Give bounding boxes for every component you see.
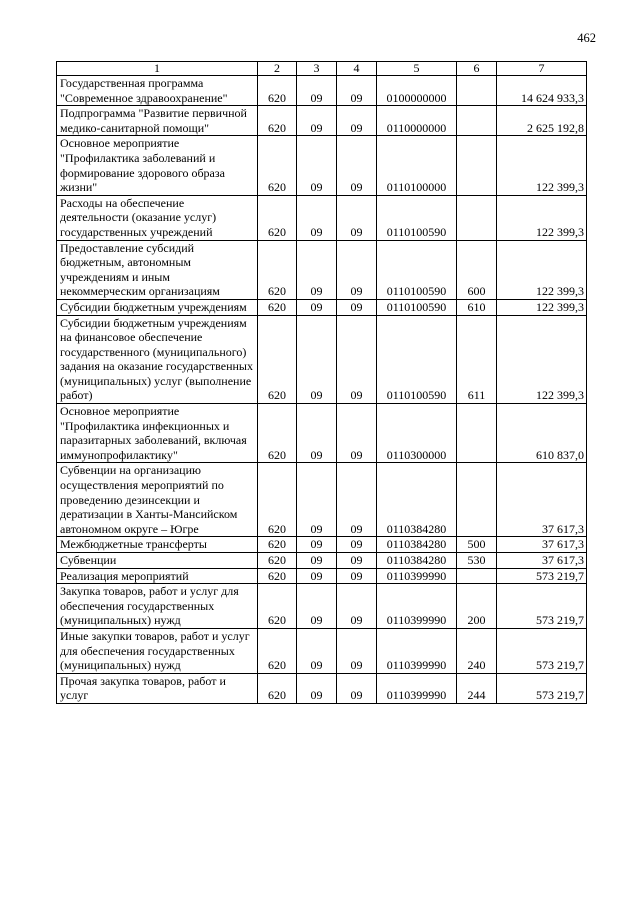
row-code-4: 09 — [337, 553, 377, 569]
row-name: Субсидии бюджетным учреждениям — [57, 299, 258, 315]
row-code-5: 0110399990 — [377, 584, 457, 629]
table-body — [57, 76, 587, 704]
row-code-5: 0110384280 — [377, 553, 457, 569]
row-name: Иные закупки товаров, работ и услуг для обеспечения государственных (муниципальных) нужд — [57, 628, 258, 673]
row-code-5: 0110100590 — [377, 315, 457, 404]
table-row — [57, 195, 587, 240]
table-row — [57, 537, 587, 553]
row-name: Прочая закупка товаров, работ и услуг — [57, 673, 258, 703]
row-code-3: 09 — [297, 553, 337, 569]
row-amount: 122 399,3 — [497, 299, 587, 315]
header-cell-1: 1 — [57, 62, 258, 76]
row-code-5: 0110384280 — [377, 463, 457, 537]
table-row — [57, 628, 587, 673]
header-cell-7: 7 — [497, 62, 587, 76]
row-code-2: 620 — [258, 195, 297, 240]
table-row — [57, 584, 587, 629]
table-row — [57, 404, 587, 463]
table-row — [57, 76, 587, 106]
row-name: Реализация мероприятий — [57, 568, 258, 584]
row-name: Основное мероприятие "Профилактика заболеваний и формирование здорового образа жизни" — [57, 136, 258, 195]
row-amount: 122 399,3 — [497, 136, 587, 195]
row-code-4: 09 — [337, 299, 377, 315]
row-code-6: 244 — [457, 673, 497, 703]
row-amount: 122 399,3 — [497, 315, 587, 404]
row-code-3: 09 — [297, 76, 337, 106]
row-code-4: 09 — [337, 463, 377, 537]
row-code-6: 530 — [457, 553, 497, 569]
row-code-2: 620 — [258, 584, 297, 629]
row-code-4: 09 — [337, 195, 377, 240]
row-code-6: 610 — [457, 299, 497, 315]
row-code-2: 620 — [258, 136, 297, 195]
header-cell-5: 5 — [377, 62, 457, 76]
row-code-2: 620 — [258, 315, 297, 404]
row-code-4: 09 — [337, 628, 377, 673]
row-amount: 2 625 192,8 — [497, 106, 587, 136]
table-row — [57, 568, 587, 584]
row-code-6: 600 — [457, 240, 497, 299]
table-row — [57, 673, 587, 703]
row-amount: 122 399,3 — [497, 240, 587, 299]
row-code-4: 09 — [337, 568, 377, 584]
table-row — [57, 315, 587, 404]
row-code-5: 0110384280 — [377, 537, 457, 553]
header-row — [57, 62, 587, 76]
row-code-3: 09 — [297, 106, 337, 136]
table-row — [57, 463, 587, 537]
row-code-5: 0100000000 — [377, 76, 457, 106]
row-code-3: 09 — [297, 315, 337, 404]
row-code-3: 09 — [297, 628, 337, 673]
row-code-4: 09 — [337, 76, 377, 106]
row-code-5: 0110100000 — [377, 136, 457, 195]
row-code-4: 09 — [337, 315, 377, 404]
row-code-6 — [457, 463, 497, 537]
row-code-5: 0110399990 — [377, 673, 457, 703]
row-code-5: 0110000000 — [377, 106, 457, 136]
row-code-4: 09 — [337, 106, 377, 136]
row-code-4: 09 — [337, 673, 377, 703]
row-code-5: 0110300000 — [377, 404, 457, 463]
table-row — [57, 106, 587, 136]
row-code-5: 0110399990 — [377, 568, 457, 584]
row-code-5: 0110100590 — [377, 299, 457, 315]
row-code-4: 09 — [337, 240, 377, 299]
header-cell-3: 3 — [297, 62, 337, 76]
row-amount: 573 219,7 — [497, 673, 587, 703]
row-amount: 37 617,3 — [497, 553, 587, 569]
row-code-6 — [457, 404, 497, 463]
row-code-4: 09 — [337, 136, 377, 195]
row-name: Расходы на обеспечение деятельности (оказание услуг) государственных учреждений — [57, 195, 258, 240]
row-code-3: 09 — [297, 136, 337, 195]
row-code-6: 500 — [457, 537, 497, 553]
row-code-2: 620 — [258, 240, 297, 299]
table-row — [57, 136, 587, 195]
row-amount: 573 219,7 — [497, 584, 587, 629]
row-code-2: 620 — [258, 106, 297, 136]
row-code-3: 09 — [297, 195, 337, 240]
row-name: Закупка товаров, работ и услуг для обеспечения государственных (муниципальных) нужд — [57, 584, 258, 629]
row-code-3: 09 — [297, 673, 337, 703]
row-code-2: 620 — [258, 463, 297, 537]
row-name: Подпрограмма "Развитие первичной медико-санитарной помощи" — [57, 106, 258, 136]
table-row — [57, 553, 587, 569]
header-cell-6: 6 — [457, 62, 497, 76]
row-code-4: 09 — [337, 404, 377, 463]
row-name: Предоставление субсидий бюджетным, автономным учреждениям и иным некоммерческим организациям — [57, 240, 258, 299]
row-name: Государственная программа "Современное здравоохранение" — [57, 76, 258, 106]
row-code-5: 0110399990 — [377, 628, 457, 673]
row-code-6: 240 — [457, 628, 497, 673]
header-cell-2: 2 — [258, 62, 297, 76]
row-code-6: 200 — [457, 584, 497, 629]
row-code-3: 09 — [297, 240, 337, 299]
row-amount: 122 399,3 — [497, 195, 587, 240]
budget-table — [56, 61, 587, 704]
row-code-6 — [457, 136, 497, 195]
row-amount: 573 219,7 — [497, 628, 587, 673]
row-code-2: 620 — [258, 628, 297, 673]
row-amount: 14 624 933,3 — [497, 76, 587, 106]
row-code-2: 620 — [258, 76, 297, 106]
row-code-6 — [457, 568, 497, 584]
row-code-6 — [457, 195, 497, 240]
row-amount: 610 837,0 — [497, 404, 587, 463]
row-code-3: 09 — [297, 404, 337, 463]
row-code-6: 611 — [457, 315, 497, 404]
row-code-3: 09 — [297, 299, 337, 315]
row-name: Межбюджетные трансферты — [57, 537, 258, 553]
row-code-6 — [457, 106, 497, 136]
row-code-2: 620 — [258, 299, 297, 315]
row-name: Субсидии бюджетным учреждениям на финансовое обеспечение государственного (муниципального) задания на оказание государственных (муниципальных) услуг (выполнение работ) — [57, 315, 258, 404]
row-code-5: 0110100590 — [377, 240, 457, 299]
row-code-3: 09 — [297, 463, 337, 537]
row-name: Субвенции на организацию осуществления мероприятий по проведению дезинсекции и дератизации в Ханты-Мансийском автономном округе – Югре — [57, 463, 258, 537]
row-name: Основное мероприятие "Профилактика инфекционных и паразитарных заболеваний, включая иммунопрофилактику" — [57, 404, 258, 463]
header-cell-4: 4 — [337, 62, 377, 76]
page-number: 462 — [577, 31, 596, 45]
row-code-6 — [457, 76, 497, 106]
row-code-5: 0110100590 — [377, 195, 457, 240]
table-row — [57, 299, 587, 315]
row-name: Субвенции — [57, 553, 258, 569]
row-code-2: 620 — [258, 537, 297, 553]
row-code-3: 09 — [297, 584, 337, 629]
row-code-2: 620 — [258, 568, 297, 584]
table-row — [57, 240, 587, 299]
row-code-4: 09 — [337, 537, 377, 553]
row-code-3: 09 — [297, 537, 337, 553]
row-code-2: 620 — [258, 404, 297, 463]
row-code-2: 620 — [258, 553, 297, 569]
row-code-3: 09 — [297, 568, 337, 584]
row-code-2: 620 — [258, 673, 297, 703]
row-amount: 37 617,3 — [497, 463, 587, 537]
row-amount: 37 617,3 — [497, 537, 587, 553]
row-amount: 573 219,7 — [497, 568, 587, 584]
row-code-4: 09 — [337, 584, 377, 629]
table-header — [57, 62, 587, 76]
